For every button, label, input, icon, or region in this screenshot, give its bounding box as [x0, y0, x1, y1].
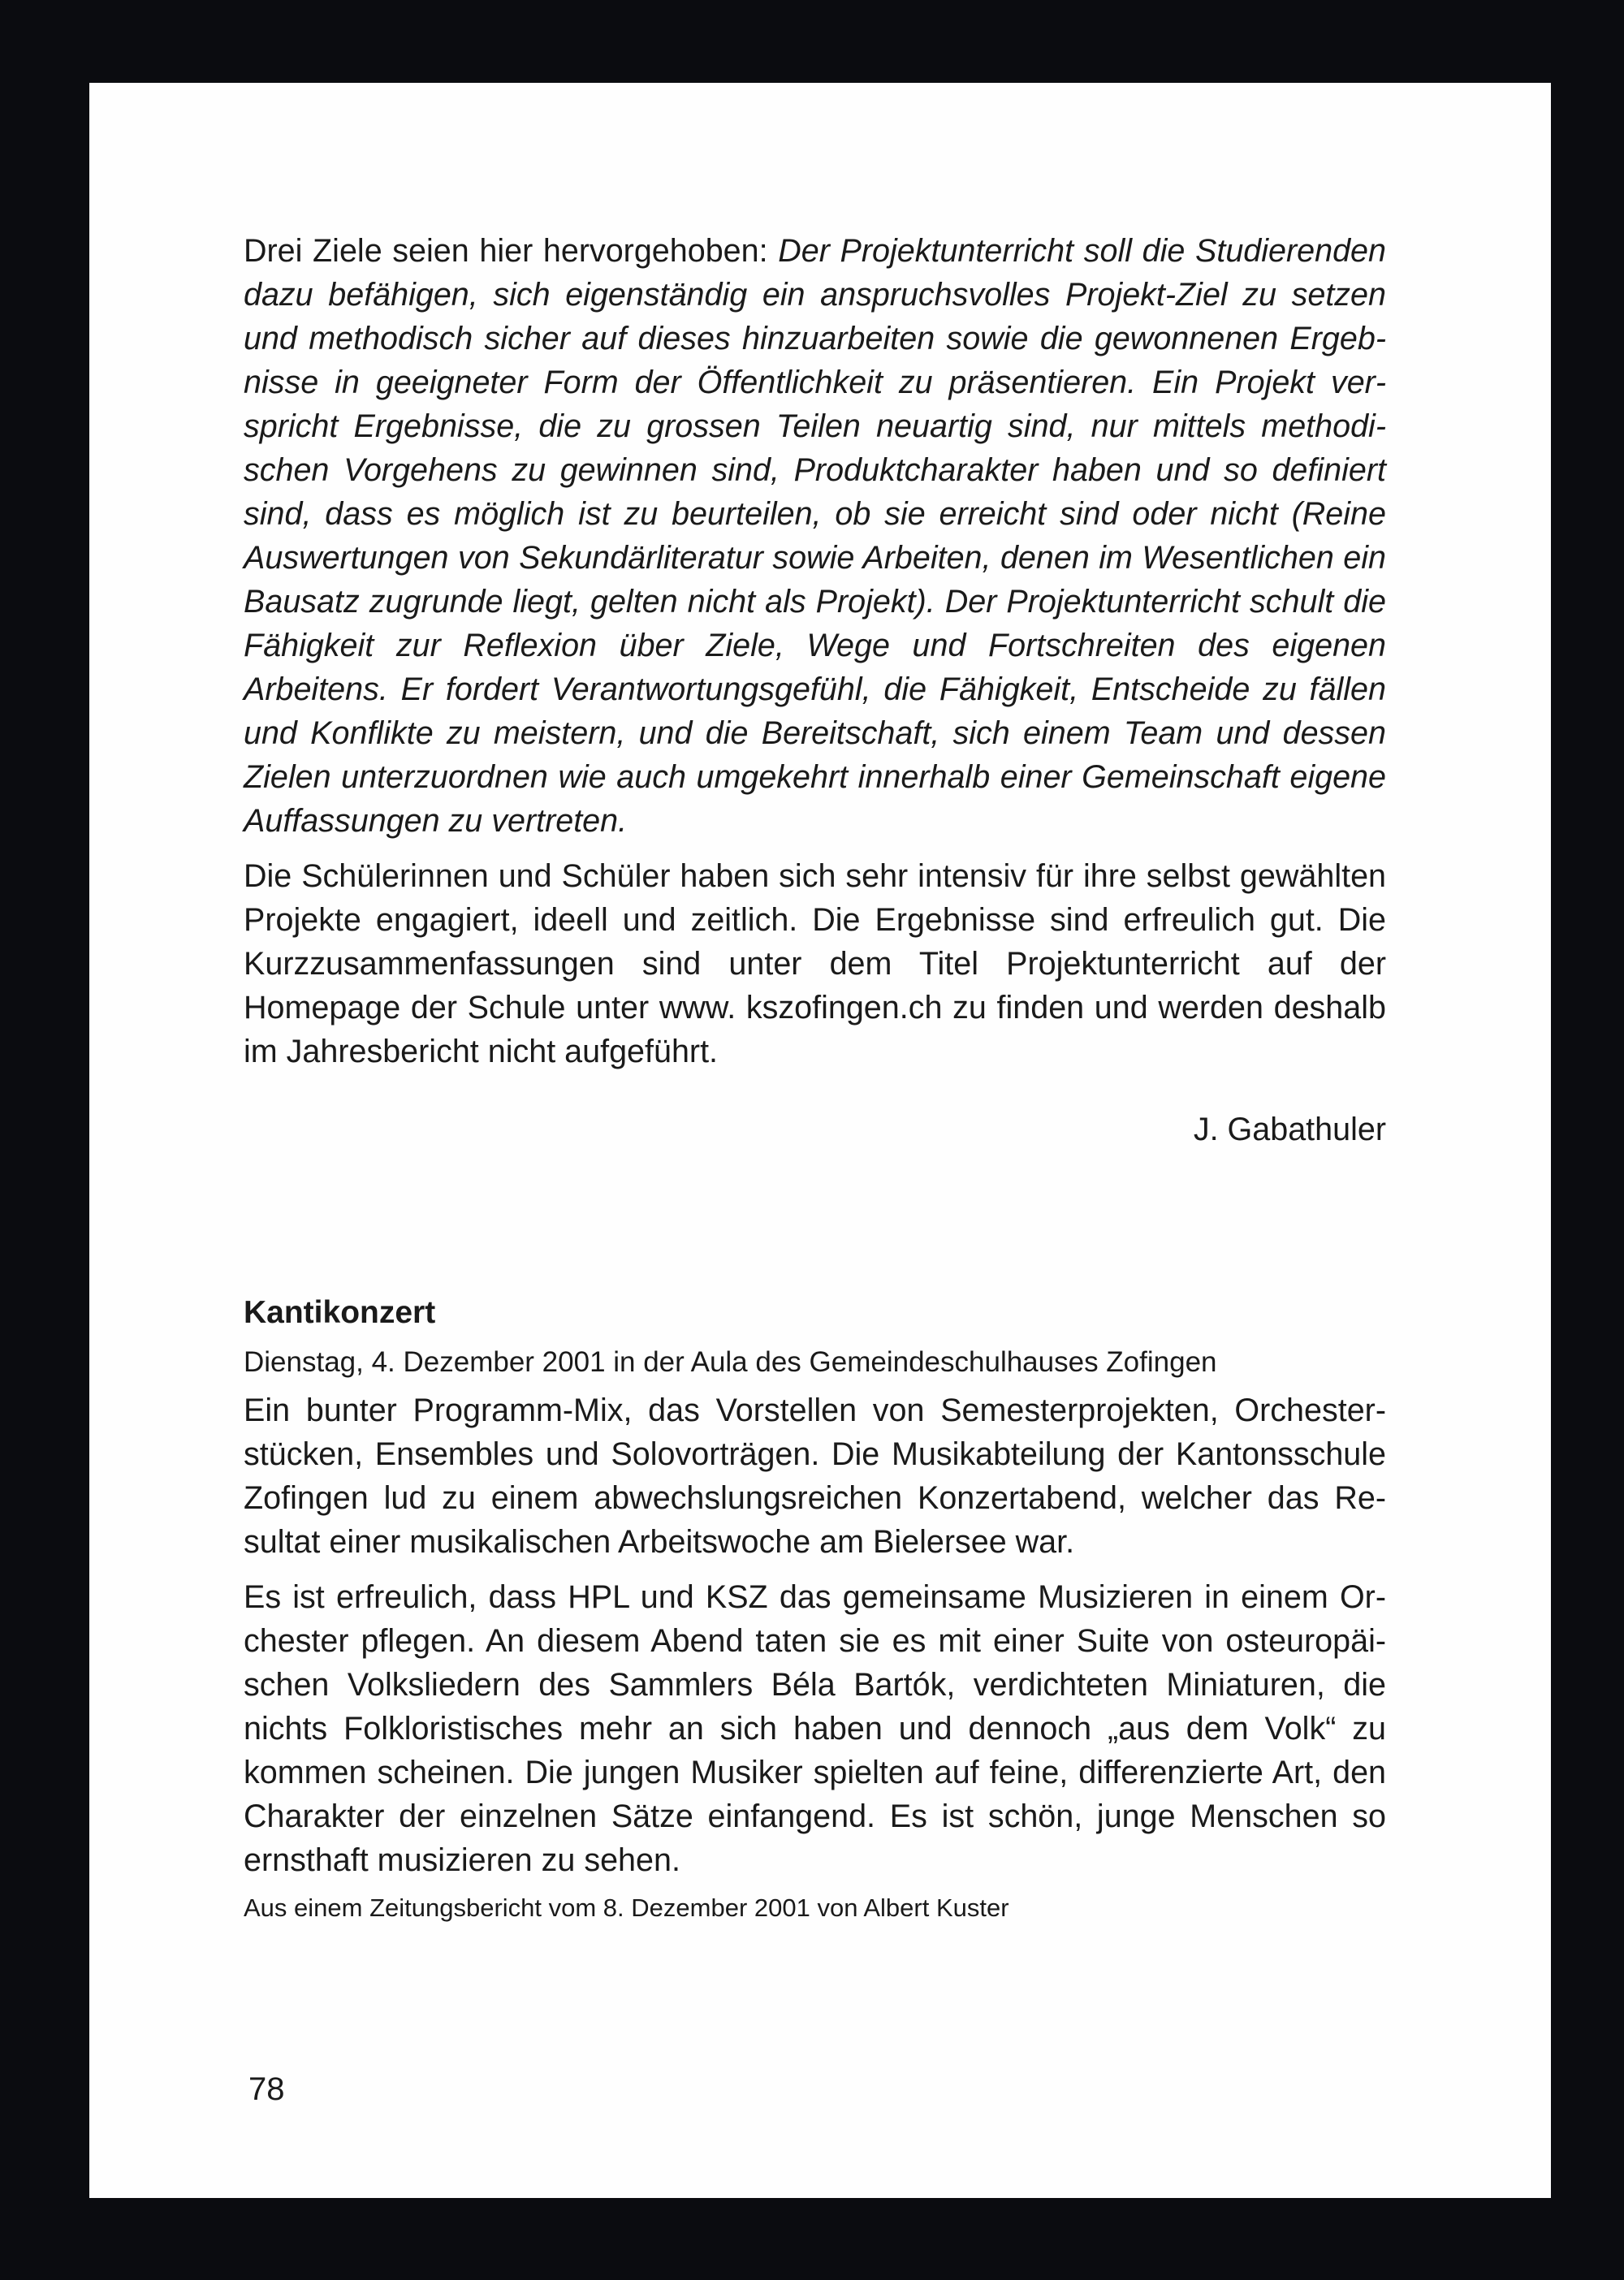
- paragraph-goals: [244, 229, 1386, 843]
- source-note: Aus einem Zeitungsbericht vom 8. Dezember 2001 von Albert Kuster: [244, 1894, 1009, 1922]
- paragraph-program: Ein bunter Programm-Mix, das Vorstellen von Semesterprojekten, Orchesterstücken, Ensembles und Solovorträgen. Die Musikabteilung der Kantonsschule Zofingen lud zu einem abwechslungsreichen Konzertabend, welcher das Resultat einer musikalischen Arbeitswoche am Bielersee war.: [244, 1393, 1386, 1560]
- paragraph-student-engagement: Die Schülerinnen und Schüler haben sich sehr intensiv für ihre selbst gewählten Projekte engagiert, ideell und zeitlich. Die Ergebnisse sind erfreulich gut. Die Kurzzusammenfassungen sind unter dem Titel Projektunterricht auf der Homepage der Schule unter www. kszofingen.ch zu finden und werden deshalb im Jahresbericht nicht aufgeführt.: [244, 858, 1386, 1069]
- author-signature: J. Gabathuler: [1193, 1112, 1386, 1147]
- paragraph-review: Es ist erfreulich, dass HPL und KSZ das gemeinsame Musizieren in einem Orchester pflegen. An diesem Abend taten sie es mit einer Suite von osteuropäischen Volksliedern des Sammlers Béla Bartók, verdichteten Miniaturen, die nichts Folkloristisches mehr an sich haben und dennoch „aus dem Volk“ zu kommen scheinen. Die jungen Musiker spielten auf feine, differenzierte Art, den Charakter der einzelnen Sätze einfangend. Es ist schön, junge Menschen so ernsthaft musizieren zu sehen.: [244, 1579, 1386, 1878]
- section-heading: Kantikonzert: [244, 1295, 436, 1330]
- event-dateline: Dienstag, 4. Dezember 2001 in der Aula des Gemeindeschulhauses Zofingen: [244, 1346, 1217, 1378]
- section-project-teaching: [244, 229, 1386, 1151]
- paragraph-goals-italic: Der Projektunterricht soll die Studierenden dazu befähigen, sich eigenständig ein anspruchsvolles Projekt-Ziel zu setzen und methodisch sicher auf dieses hinzuarbeiten sowie die gewonnenen Ergebnisse in geeigneter Form der Öffentlichkeit zu präsentieren. Ein Projekt verspricht Ergebnisse, die zu grossen Teilen neuartig sind, nur mittels methodischen Vorgehens zu gewinnen sind, Produktcharakter haben und so definiert sind, dass es möglich ist zu beurteilen, ob sie erreicht sind oder nicht (Reine Auswertungen von Sekundärliteratur sowie Arbeiten, denen im Wesentlichen ein Bausatz zugrunde liegt, gelten nicht als Projekt). Der Projektunterricht schult die Fähigkeit zur Reflexion über Ziele, Wege und Fortschreiten des eigenen Arbeitens. Er fordert Verantwortungsgefühl, die Fähigkeit, Entscheide zu fällen und Konflikte zu meistern, und die Bereitschaft, sich einem Team und dessen Zielen unterzuordnen wie auch umgekehrt innerhalb einer Gemeinschaft eigene Auffassungen zu vertreten.: [244, 233, 1386, 839]
- section-concert: [244, 1291, 1386, 1926]
- document-page: [89, 83, 1551, 2198]
- page-number: 78: [248, 2071, 285, 2107]
- paragraph-goals-lead: Drei Ziele seien hier hervorgehoben:: [244, 233, 779, 269]
